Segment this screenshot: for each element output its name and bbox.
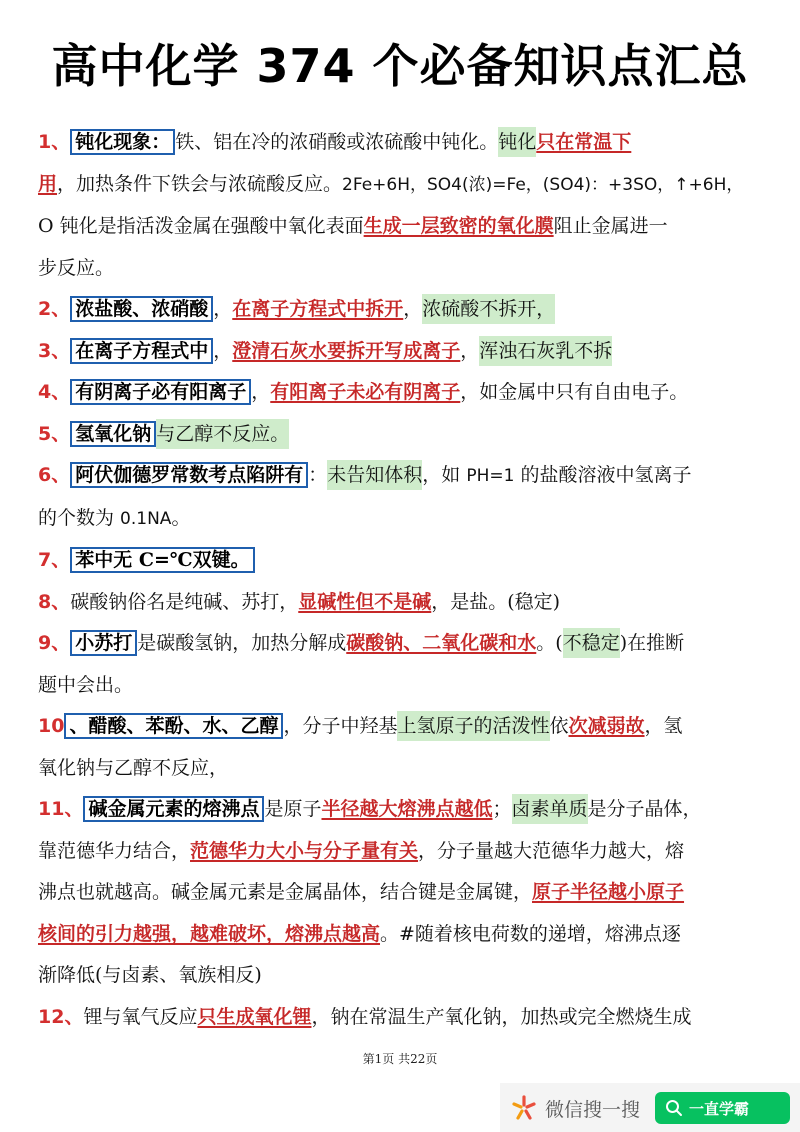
key-point: 半径越大熔沸点越低: [321, 798, 493, 820]
highlight: 卤素单质: [512, 794, 588, 824]
item-number: 4、: [38, 381, 71, 403]
item-text: ，如: [422, 464, 467, 486]
highlight: 浑浊石灰乳不拆: [479, 336, 612, 366]
topic-box: 在离子方程式中: [70, 338, 213, 364]
item-number: 5、: [38, 422, 71, 445]
item-number: 2、: [38, 298, 71, 320]
key-point: 澄清石灰水要拆开写成离子: [232, 339, 461, 362]
item-text: ，是盐。(稳定): [431, 590, 561, 613]
item-text: ，分子中羟基: [283, 715, 398, 737]
item-text: 。(: [536, 632, 563, 654]
page-title: 高中化学 374 个必备知识点汇总: [51, 39, 749, 93]
key-point: 显碱性但不是碱: [298, 590, 432, 613]
key-point: 有阳离子未必有阴离子: [270, 381, 461, 403]
item-text: 题中会出。: [38, 673, 134, 696]
item-text: 是分子晶体，: [587, 798, 702, 820]
key-point: 在离子方程式中拆开: [232, 298, 404, 320]
item-text: ，氢: [644, 715, 683, 737]
list-item: [38, 540, 764, 582]
item-text: 靠范德华力结合，: [38, 839, 191, 862]
formula: PH=1: [466, 466, 515, 486]
list-item: [38, 122, 764, 289]
topic-box: 小苏打: [70, 630, 137, 656]
page-footer: 第1页 共22页: [362, 1052, 438, 1066]
key-point: 范德华力大小与分子量有关: [190, 839, 419, 862]
topic-box: 钝化现象：: [70, 129, 175, 155]
key-point: 生成一层致密的氧化膜: [363, 215, 554, 237]
topic-box: 碱金属元素的熔沸点: [83, 796, 264, 822]
search-icon: [665, 1099, 683, 1117]
item-number: 7、: [38, 549, 71, 571]
formula: 2Fe+6H，SO4(浓)=Fe，(SO4)：+3SO，↑+6H，: [342, 174, 744, 195]
list-item: [38, 623, 764, 706]
item-text: 沸点也就越高。碱金属元素是金属晶体，结合键是金属键，: [38, 881, 533, 903]
item-number: 10: [38, 715, 65, 737]
item-number: 6、: [38, 464, 71, 486]
wechat-search-query: 一直学霸: [689, 1100, 750, 1118]
list-item: [38, 331, 764, 373]
wechat-search-label: 微信搜一搜: [545, 1099, 641, 1121]
item-text: 步反应。: [38, 256, 115, 279]
list-item: [38, 997, 764, 1039]
wechat-search-bar[interactable]: [500, 1083, 800, 1132]
item-text: O 钝化是指活泼金属在强酸中氧化表面: [38, 215, 364, 237]
key-point: 碳酸钠、二氧化碳和水: [346, 632, 537, 654]
key-point: 只生成氧化锂: [197, 1005, 312, 1028]
wechat-search-logo-icon: [510, 1094, 538, 1122]
key-point: 只在常温下: [536, 131, 632, 153]
item-text: ，钠在常温生产氧化钠，加热或完全燃烧生成: [311, 1005, 692, 1028]
item-text: ，: [403, 298, 423, 320]
item-text: 锂与氧气反应: [83, 1005, 198, 1028]
knowledge-list: [38, 122, 764, 1038]
item-text: ，: [213, 339, 233, 362]
topic-box: 浓盐酸、浓硝酸: [70, 296, 213, 322]
topic-box: 、醋酸、苯酚、水、乙醇: [64, 713, 283, 739]
list-item: [38, 582, 764, 624]
item-text: 氧化钠与乙醇不反应，: [38, 756, 229, 779]
item-number: 9、: [38, 632, 71, 654]
formula: 0.1NA: [120, 508, 172, 529]
item-number: 1、: [38, 131, 71, 153]
item-text: 渐降低(与卤素、氧族相反): [38, 964, 262, 986]
item-number: 3、: [38, 339, 71, 362]
item-text: ，分子量越大范德华力越大，熔: [418, 839, 685, 862]
item-text: 。#随着核电荷数的递增，熔沸点逐: [380, 922, 681, 945]
key-point: 核间的引力越强，越难破坏，熔沸点越高: [38, 922, 381, 945]
item-text: ，: [460, 339, 480, 362]
highlight: 未告知体积: [327, 460, 422, 490]
item-number: 8、: [38, 590, 71, 613]
item-text: ，加热条件下铁会与浓硫酸反应。: [57, 172, 343, 195]
item-text: 阻止金属进一: [553, 215, 668, 237]
item-number: 12、: [38, 1005, 84, 1028]
item-text: 是原子: [264, 798, 322, 820]
item-text: ，: [251, 381, 271, 403]
item-text: ；: [492, 798, 512, 820]
highlight: 与乙醇不反应。: [156, 419, 289, 449]
topic-box: 阿伏伽德罗常数考点陷阱有: [70, 462, 308, 488]
item-text: 铁、铝在冷的浓硝酸或浓硫酸中钝化。: [175, 131, 499, 153]
list-item: [38, 414, 764, 456]
item-number: 11、: [38, 798, 84, 820]
item-text: 的盐酸溶液中氢离子: [514, 464, 692, 486]
list-item: [38, 706, 764, 789]
list-item: [38, 372, 764, 414]
topic-box: 氢氧化钠: [70, 421, 156, 447]
item-text: 是碳酸氢钠，加热分解成: [137, 632, 347, 654]
highlight: 钝化: [498, 127, 536, 157]
item-text: ，: [213, 298, 233, 320]
key-point: 次减弱故: [568, 715, 645, 737]
item-text: ：: [308, 464, 328, 486]
wechat-search-button[interactable]: [655, 1092, 790, 1124]
item-text: )在推断: [619, 632, 685, 654]
highlight: 浓硫酸不拆开，: [422, 294, 555, 324]
highlight: 不稳定: [563, 628, 620, 658]
highlight: 上氢原子的活泼性: [397, 711, 549, 741]
item-text: ，如金属中只有自由电子。: [460, 381, 689, 403]
item-text: 的个数为: [38, 506, 121, 529]
item-text: 。: [171, 506, 191, 529]
list-item: [38, 289, 764, 331]
list-item: [38, 789, 764, 997]
item-text: 依: [549, 715, 569, 737]
item-text: 碳酸钠俗名是纯碱、苏打，: [70, 590, 299, 613]
list-item: [38, 455, 764, 540]
topic-box: 有阴离子必有阳离子: [70, 379, 251, 405]
key-point: 用: [38, 172, 58, 195]
topic-box: 苯中无 C=℃双键。: [70, 547, 254, 573]
key-point: 原子半径越小原子: [532, 881, 685, 903]
